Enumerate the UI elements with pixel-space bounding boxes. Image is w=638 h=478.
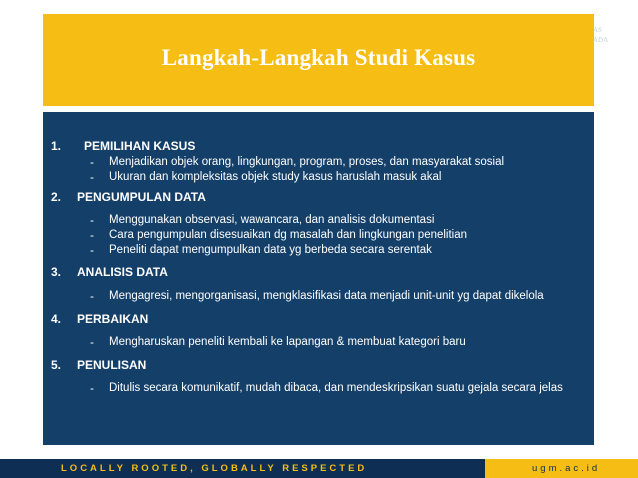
bullet-marker: -	[90, 155, 94, 169]
section-3-bullet-1: Mengagresi, mengorganisasi, mengklasifikasi data menjadi unit-unit yg dapat dikelola	[109, 290, 544, 302]
bullet-marker: -	[90, 289, 94, 303]
bullet-marker: -	[90, 335, 94, 349]
section-3-heading: ANALISIS DATA	[77, 265, 168, 279]
bullet-marker: -	[90, 213, 94, 227]
section-5-number: 5.	[51, 358, 62, 372]
section-3-number: 3.	[51, 265, 62, 279]
footer-tagline: LOCALLY ROOTED, GLOBALLY RESPECTED	[61, 463, 368, 474]
section-4-bullet-1: Mengharuskan peneliti kembali ke lapangan & membuat kategori baru	[109, 336, 466, 348]
section-1-heading: PEMILIHAN KASUS	[84, 139, 196, 153]
section-2-bullet-2: Cara pengumpulan disesuaikan dg masalah dan lingkungan penelitian	[109, 229, 468, 241]
slide-title: Langkah-Langkah Studi Kasus	[161, 45, 476, 70]
footer-url[interactable]: ugm.ac.id	[532, 463, 601, 474]
bullet-marker: -	[90, 243, 94, 257]
section-4-number: 4.	[51, 312, 62, 326]
bullet-marker: -	[90, 381, 94, 395]
section-5-heading: PENULISAN	[77, 358, 147, 372]
section-2-bullet-3: Peneliti dapat mengumpulkan data yg berbeda secara serentak	[109, 244, 432, 256]
bullet-marker: -	[90, 228, 94, 242]
bullet-marker: -	[90, 170, 94, 184]
section-4-heading: PERBAIKAN	[77, 312, 149, 326]
section-1-bullet-2: Ukuran dan kompleksitas objek study kasus haruslah masuk akal	[109, 171, 442, 183]
section-2-number: 2.	[51, 190, 62, 204]
title-banner	[43, 14, 594, 106]
section-5-bullet-1: Ditulis secara komunikatif, mudah dibaca, dan mendeskripsikan suatu gejala secara jelas	[109, 382, 563, 394]
section-2-bullet-1: Menggunakan observasi, wawancara, dan analisis dokumentasi	[109, 214, 435, 226]
section-1-bullet-1: Menjadikan objek orang, lingkungan, program, proses, dan masyarakat sosial	[109, 156, 505, 168]
logo-fragment: AS ADA	[593, 26, 609, 44]
section-1-number: 1.	[51, 139, 62, 153]
section-2-heading: PENGUMPULAN DATA	[77, 190, 206, 204]
